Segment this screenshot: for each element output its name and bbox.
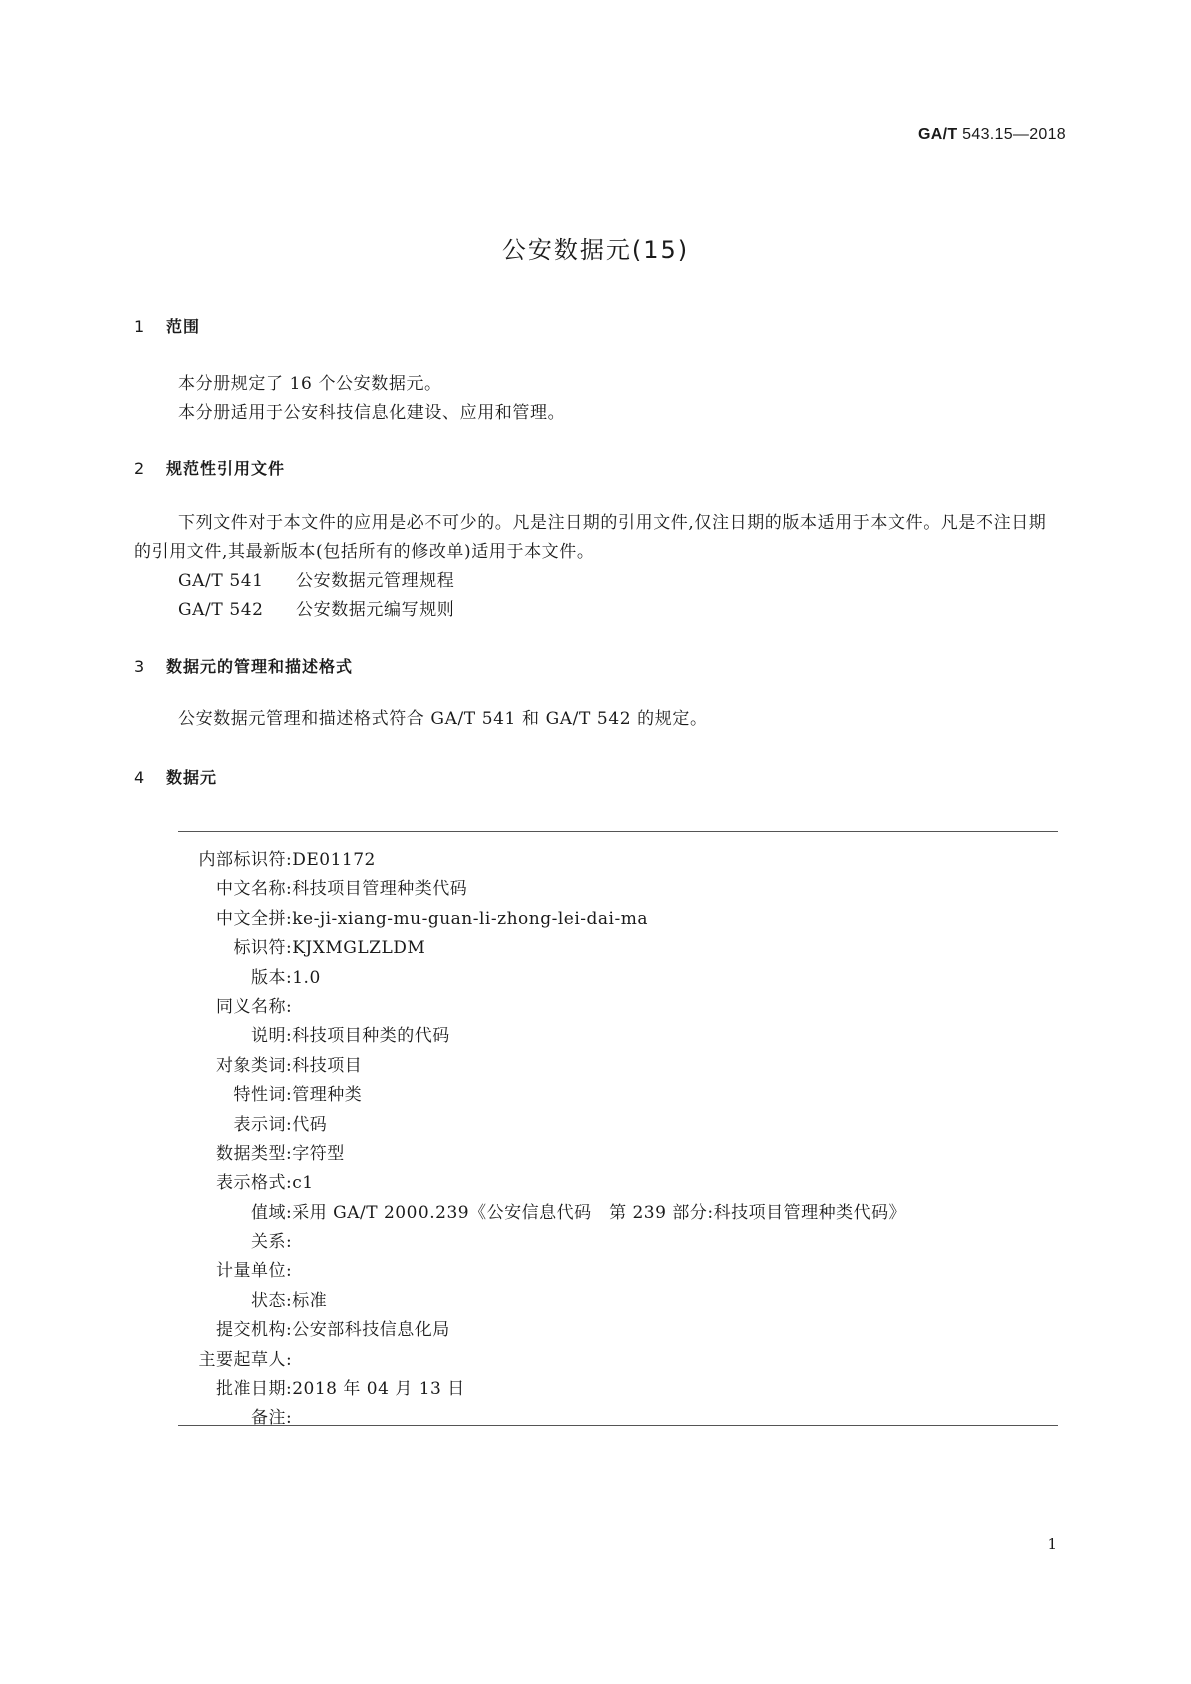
normative-intro: 下列文件对于本文件的应用是必不可少的。凡是注日期的引用文件,仅注日期的版本适用于本文件。凡是不注日期的引用文件,其最新版本(包括所有的修改单)适用于本文件。 <box>134 513 1047 562</box>
data-element-row: 同义名称 : <box>216 996 293 1017</box>
data-element-row: 内部标识符 : DE01172 <box>198 850 376 870</box>
data-element-row: 提交机构 : 公安部科技信息化局 <box>216 1320 450 1341</box>
table-top-rule <box>178 831 1058 832</box>
data-element-row: 中文名称 : 科技项目管理种类代码 <box>216 879 468 900</box>
reference-item: GA/T 542 公安数据元编写规则 <box>178 600 455 620</box>
normative-text <box>134 509 1058 625</box>
data-element-row: 表示词 : 代码 <box>233 1114 328 1135</box>
table-bottom-rule <box>178 1425 1058 1426</box>
page-number: 1 <box>1047 1535 1057 1553</box>
section-heading-data-elements: 4 数据元 <box>134 768 218 787</box>
section-heading-normative-references: 2 规范性引用文件 <box>134 459 286 478</box>
data-element-row: 说明 : 科技项目种类的代码 <box>251 1026 450 1047</box>
data-element-row: 关系 : <box>251 1232 293 1253</box>
data-element-row: 对象类词 : 科技项目 <box>216 1055 363 1076</box>
standard-number: GA/T 543.15—2018 <box>918 126 1066 143</box>
data-element-row: 标识符 : KJXMGLZLDM <box>233 938 426 959</box>
data-element-row: 值域 : 采用 GA/T 2000.239《公安信息代码 第 239 部分:科技项目管理种类代码》 <box>251 1202 907 1223</box>
data-element-row: 表示格式 : c1 <box>216 1173 314 1194</box>
data-element-row: 特性词 : 管理种类 <box>233 1085 363 1106</box>
scope-text <box>134 370 1058 428</box>
scope-paragraph: 本分册适用于公安科技信息化建设、应用和管理。 <box>178 403 566 423</box>
document-title: 公安数据元(15) <box>501 236 690 264</box>
data-element-row: 中文全拼 : ke-ji-xiang-mu-guan-li-zhong-lei-dai-ma <box>216 908 648 929</box>
data-element-row: 计量单位 : <box>216 1261 293 1282</box>
reference-item: GA/T 541 公安数据元管理规程 <box>178 571 455 591</box>
data-element-row: 批准日期 : 2018 年 04 月 13 日 <box>216 1379 465 1400</box>
section-heading-format: 3 数据元的管理和描述格式 <box>134 657 354 676</box>
data-element-row: 主要起草人 : <box>198 1349 293 1370</box>
section-heading-scope: 1 范围 <box>134 317 201 336</box>
format-text: 公安数据元管理和描述格式符合 GA/T 541 和 GA/T 542 的规定。 <box>178 709 708 729</box>
data-element-row: 状态 : 标准 <box>251 1290 328 1311</box>
data-element-row: 版本 : 1.0 <box>251 967 321 988</box>
data-element-row: 备注 : <box>251 1408 293 1429</box>
data-element-table <box>178 846 906 1434</box>
scope-paragraph: 本分册规定了 16 个公安数据元。 <box>178 374 442 394</box>
data-element-row: 数据类型 : 字符型 <box>216 1143 345 1164</box>
